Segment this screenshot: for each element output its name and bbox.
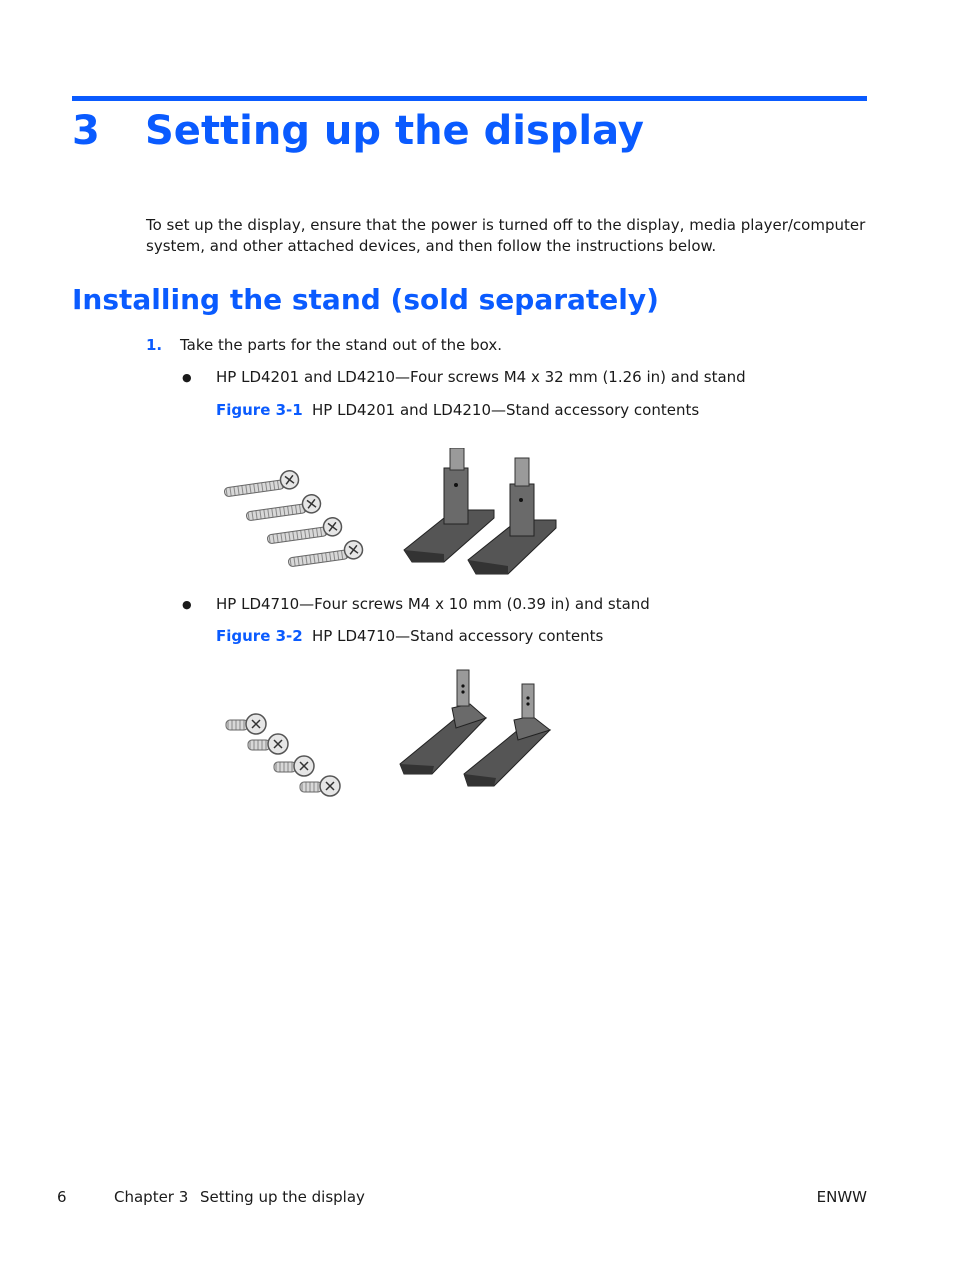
figure-3-2-image bbox=[220, 668, 560, 803]
figure-label: Figure 3-2 bbox=[216, 627, 303, 645]
bullet-text: HP LD4710—Four screws M4 x 10 mm (0.39 in) and stand bbox=[216, 595, 650, 613]
footer-page-number: 6 bbox=[57, 1188, 67, 1206]
section-title: Installing the stand (sold separately) bbox=[72, 283, 659, 316]
figure-3-1-image bbox=[218, 448, 563, 578]
figure-label: Figure 3-1 bbox=[216, 401, 303, 419]
figure-caption: HP LD4201 and LD4210—Stand accessory contents bbox=[312, 401, 700, 419]
footer-chapter-label: Chapter 3 bbox=[114, 1188, 189, 1206]
footer-chapter-title: Setting up the display bbox=[200, 1188, 365, 1206]
chapter-rule bbox=[72, 96, 867, 101]
short-screws bbox=[226, 714, 340, 796]
bullet-icon: ● bbox=[182, 598, 192, 611]
chapter-number: 3 bbox=[72, 108, 100, 154]
tall-stands bbox=[404, 448, 556, 574]
chapter-title bbox=[72, 104, 644, 158]
long-screws bbox=[223, 470, 364, 568]
chapter-title-text: Setting up the display bbox=[145, 108, 644, 154]
footer-right-label: ENWW bbox=[816, 1188, 867, 1206]
step-number: 1. bbox=[146, 336, 163, 354]
figure-caption: HP LD4710—Stand accessory contents bbox=[312, 627, 604, 645]
bullet-text: HP LD4201 and LD4210—Four screws M4 x 32 mm (1.26 in) and stand bbox=[216, 368, 746, 386]
bullet-icon: ● bbox=[182, 371, 192, 384]
step-text: Take the parts for the stand out of the box. bbox=[180, 336, 503, 354]
short-stands bbox=[400, 670, 550, 786]
intro-paragraph: To set up the display, ensure that the power is turned off to the display, media player/computer system, and other attached devices, and then follow the instructions below. bbox=[146, 216, 866, 255]
